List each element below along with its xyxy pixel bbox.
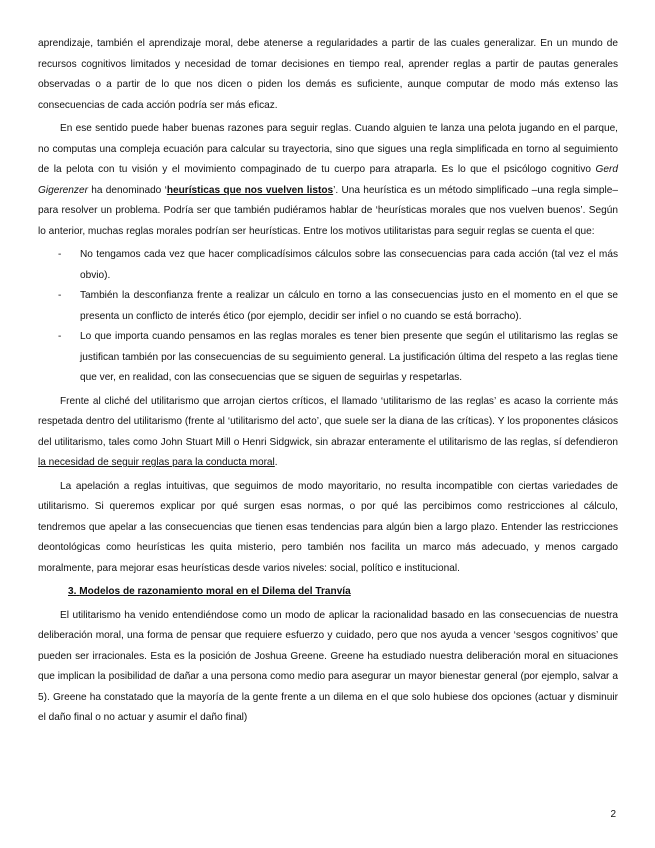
section-heading	[38, 582, 618, 603]
paragraph-3-text-a: Frente al cliché del utilitarismo que arrojan ciertos críticos, el llamado ‘utilitarismo de las reglas’ es acaso la corriente más respetada dentro del utilitarismo (frente al ‘utilitarismo del acto’, que suele ser la diana de las críticas). Y los proponentes clásicos del utilitarismo, tales como John Stuart Mill o Henri Sidgwick, sin abrazar enteramente el utilitarismo de las reglas, sí defendieron	[38, 395, 618, 448]
page-number: 2	[610, 809, 616, 820]
dash-bullet: -	[58, 331, 62, 342]
paragraph-2-text-a: En ese sentido puede haber buenas razones para seguir reglas. Cuando alguien te lanza una pelota jugando en el parque, no computas una compleja ecuación para calcular su trayectoria, sino que sigues una regla simplificada en torno al seguimiento de la pelota con tu visión y el movimiento compaginado de tu cuerpo para atraparla. Es lo que el psicólogo cognitivo	[38, 123, 618, 175]
paragraph-1: aprendizaje, también el aprendizaje moral, debe atenerse a regularidades a partir de las cuales generalizar. En un mundo de recursos cognitivos limitados y necesidad de tomar decisiones en tiempo real, aprender reglas a partir de pautas generales observadas o a partir de lo que nos dicen o piden los demás es suficiente, aunque computar de modo más extenso las consecuencias de cada acción podría ser más eficaz.	[38, 38, 618, 111]
author-name: Gerd Gigerenzer	[38, 164, 618, 196]
list-item	[38, 245, 618, 286]
list-item	[38, 327, 618, 389]
dash-bullet: -	[58, 249, 62, 260]
paragraph-4: La apelación a reglas intuitivas, que seguimos de modo mayoritario, no resulta incompatible con ciertas variedades de utilitarismo. Si queremos explicar por qué surgen esas normas, o por qué las percibimos como restricciones al cálculo, tendremos que apelar a las consecuencias que tienen esas tendencias para algún bien a largo plazo. Entender las restricciones deontológicas como heurísticas les quita misterio, pero también nos facilita un marco más adecuado, y menos cargado moralmente, para mejorar esas heurísticas desde varios niveles: social, político e institucional.	[38, 480, 618, 574]
bullet-text: También la desconfianza frente a realizar un cálculo en torno a las consecuencias justo en el momento en el que se presenta un conflicto de interés ético (por ejemplo, decidir ser infiel o no cuando se está borracho).	[80, 290, 618, 322]
bullet-text: No tengamos cada vez que hacer complicadísimos cálculos sobre las consecuencias para cada acción (tal vez el más obvio).	[80, 249, 618, 281]
paragraph-2-text-b: ha denominado ‘	[87, 184, 167, 196]
paragraph-5: El utilitarismo ha venido entendiéndose como un modo de aplicar la racionalidad basado en las consecuencias de nuestra deliberación moral, una forma de pensar que requiere esfuerzo y cuidado, pero que nos ayuda a vencer ‘sesgos cognitivos’ que pueden ser irracionales. Esta es la posición de Joshua Greene. Greene ha estudiado nuestra deliberación moral en situaciones que implican la posibilidad de dañar a una persona como medio para asegurar un mayor bienestar general (por ejemplo, salvar a 5). Greene ha constatado que la mayoría de la gente frente a un dilema en el que solo hubiese dos opciones (actuar y disminuir el daño final o no actuar y asumir el daño final)	[38, 609, 618, 723]
section-title: Modelos de razonamiento moral en el Dilema del Tranvía	[79, 586, 351, 597]
paragraph-2-text-c: ’. Una heurística es un método simplificado –una regla simple– para resolver un problema. Podría ser que también pudiéramos hablar de ‘heurísticas morales que nos vuelven buenos’. Según lo anterior, muchas reglas morales podrían ser heurísticas. Entre los motivos utilitaristas para seguir reglas se cuenta el que:	[38, 184, 618, 237]
bullet-list	[38, 245, 618, 389]
dash-bullet: -	[58, 290, 62, 301]
paragraph-2	[38, 119, 618, 242]
heuristics-link[interactable]: heurísticas que nos vuelven listos	[166, 184, 334, 196]
bullet-text: Lo que importa cuando pensamos en las reglas morales es tener bien presente que según el utilitarismo las reglas se justifican también por las consecuencias de su seguimiento general. La justificación última del respeto a las reglas tiene que ver, en realidad, con las consecuencias que se siguen de seguirlas y respetarlas.	[80, 331, 618, 383]
paragraph-3-text-b: .	[274, 457, 278, 468]
paragraph-3	[38, 392, 618, 474]
document-page	[38, 34, 618, 732]
rules-link[interactable]: la necesidad de seguir reglas para la conducta moral	[38, 457, 275, 468]
list-item	[38, 286, 618, 327]
section-number: 3.	[68, 586, 77, 597]
